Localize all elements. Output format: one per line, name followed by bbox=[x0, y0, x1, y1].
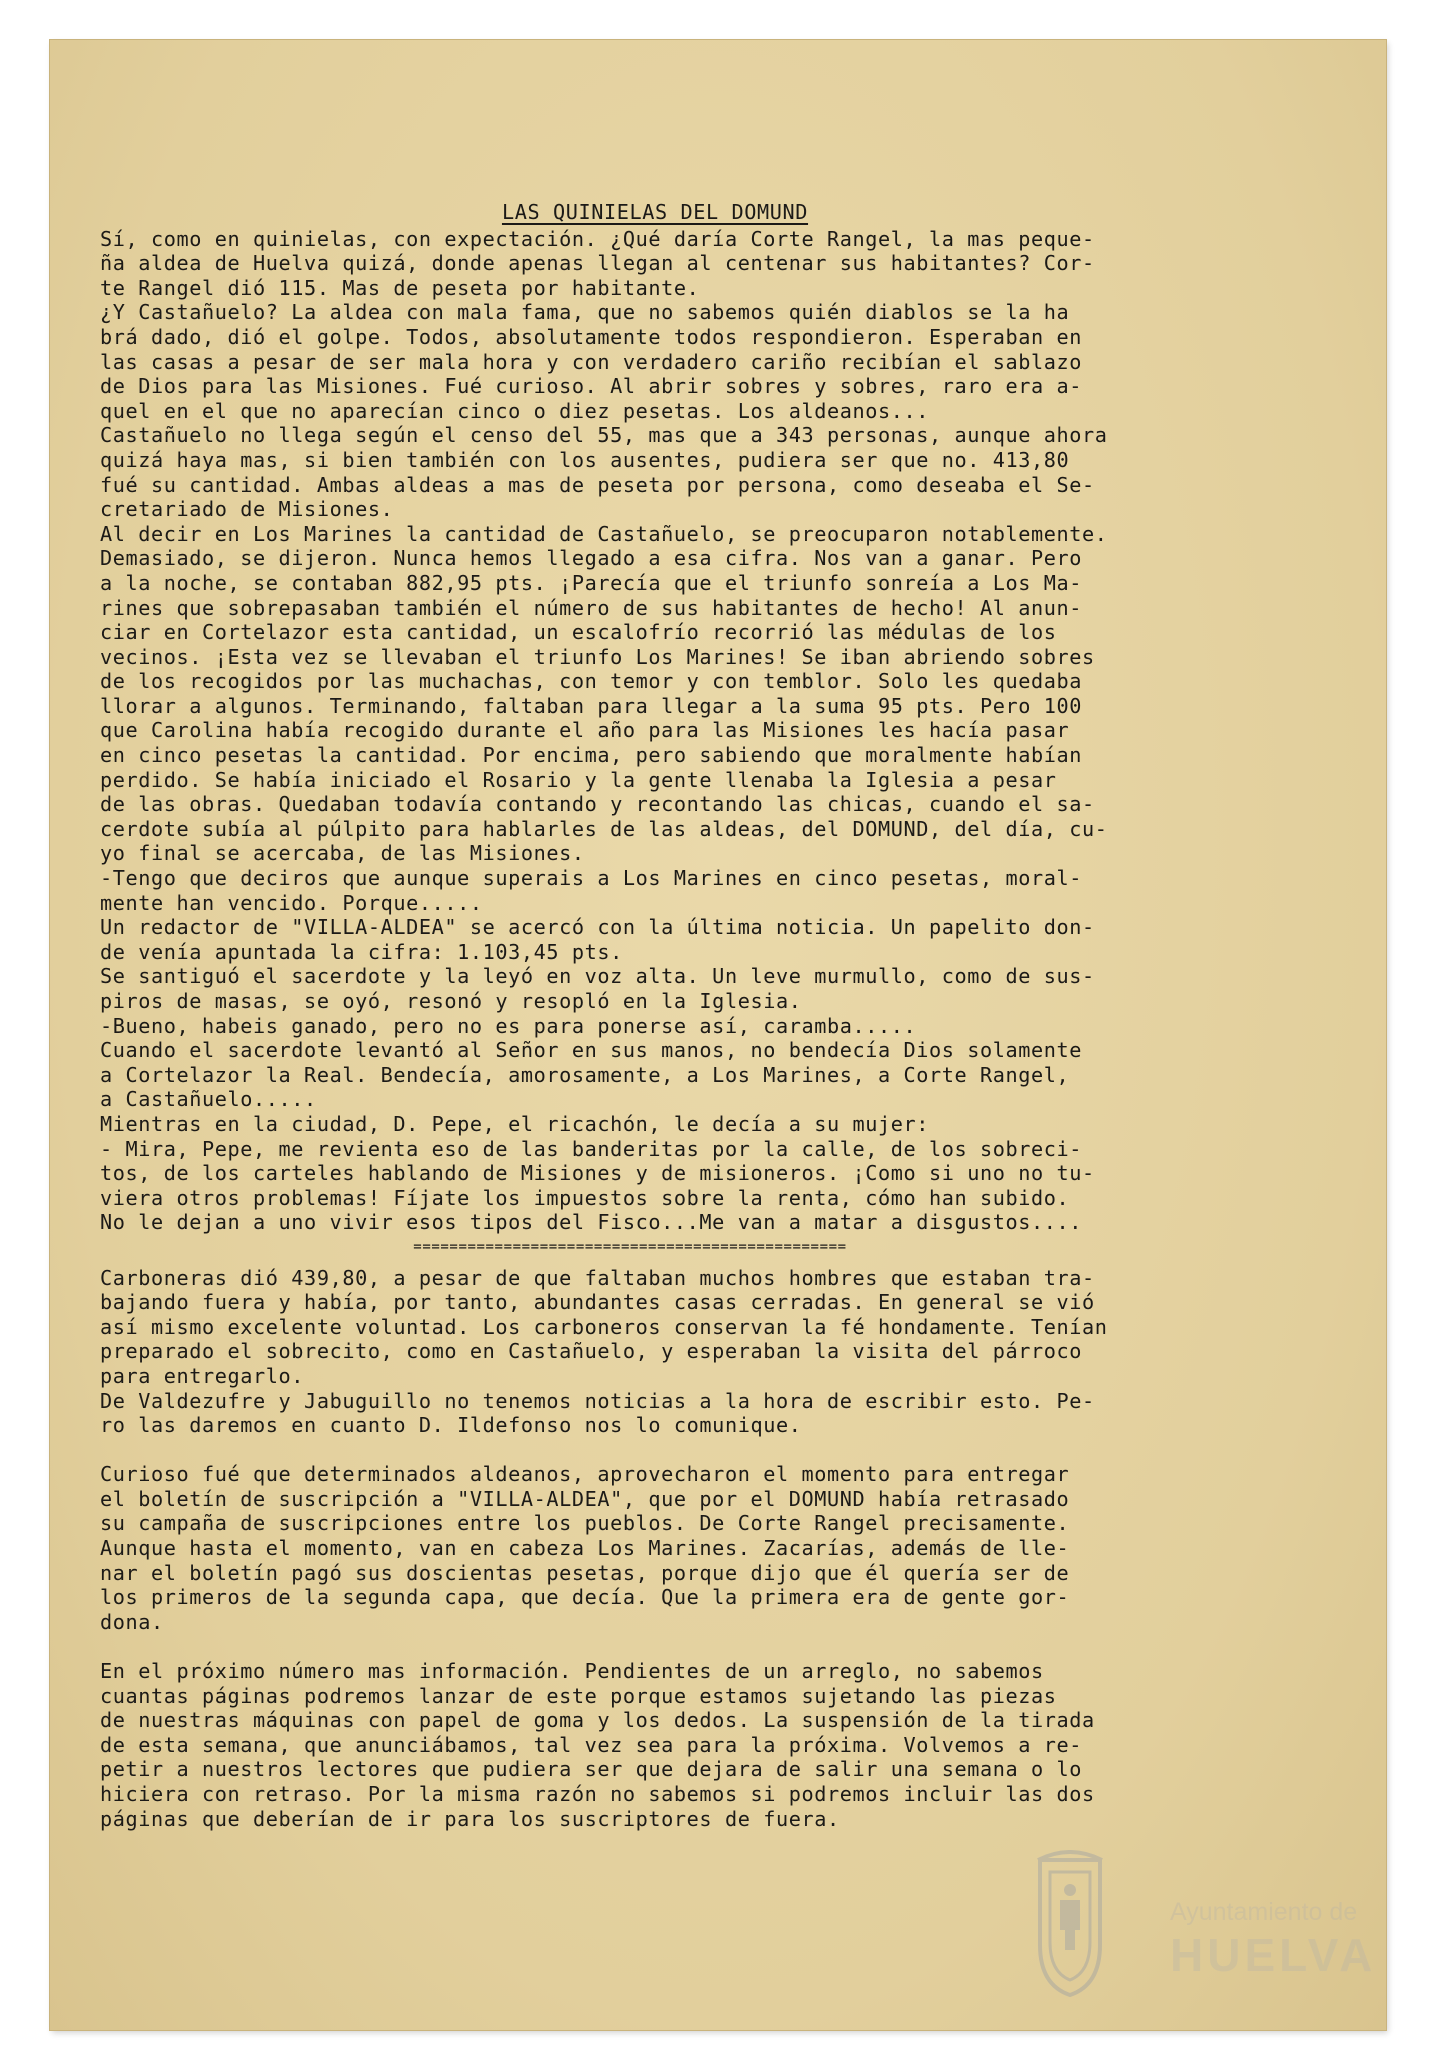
text-line: Cuando el sacerdote levantó al Señor en sus manos, no bendecía Dios solamente bbox=[100, 1038, 1083, 1063]
text-line: de los recogidos por las muchachas, con temor y con temblor. Solo les quedaba bbox=[100, 669, 1083, 694]
text-line: te Rangel dió 115. Mas de peseta por habitante. bbox=[100, 275, 700, 300]
watermark-line-2: HUELVA bbox=[1170, 1929, 1377, 1981]
text-line: nar el boletín pagó sus doscientas pesetas, porque dijo que él quería ser de bbox=[100, 1560, 1070, 1585]
text-line: cretariado de Misiones. bbox=[100, 497, 394, 522]
separator-line: ================================================ bbox=[413, 1238, 847, 1255]
text-line: Curioso fué que determinados aldeanos, aprovecharon el momento para entregar bbox=[100, 1462, 1070, 1487]
text-line: fué su cantidad. Ambas aldeas a mas de peseta por persona, como deseaba el Se- bbox=[100, 472, 1095, 497]
text-line: preparado el sobrecito, como en Castañuelo, y esperaban la visita del párroco bbox=[100, 1339, 1083, 1364]
text-line: ña aldea de Huelva quizá, donde apenas llegan al centenar sus habitantes? Cor- bbox=[100, 251, 1095, 276]
text-line: En el próximo número mas información. Pendientes de un arreglo, no sabemos bbox=[100, 1659, 1044, 1684]
text-line: cuantas páginas podremos lanzar de este porque estamos sujetando las piezas bbox=[100, 1683, 1057, 1708]
text-line: el boletín de suscripción a "VILLA-ALDEA", que por el DOMUND había retrasado bbox=[100, 1486, 1070, 1511]
text-line: bajando fuera y había, por tanto, abundantes casas cerradas. En general se vió bbox=[100, 1290, 1095, 1315]
typed-document bbox=[100, 200, 1300, 1831]
text-line: Mientras en la ciudad, D. Pepe, el ricachón, le decía a su mujer: bbox=[100, 1111, 930, 1136]
text-line: los primeros de la segunda capa, que decía. Que la primera era de gente gor- bbox=[100, 1585, 1070, 1610]
paragraph-block-3 bbox=[100, 1462, 1300, 1634]
text-line: de las obras. Quedaban todavía contando y recontando las chicas, cuando el sa- bbox=[100, 792, 1095, 817]
paragraph-block-4 bbox=[100, 1659, 1300, 1831]
text-line: ¿Y Castañuelo? La aldea con mala fama, que no sabemos quién diablos se la ha bbox=[100, 300, 1070, 325]
text-line: No le dejan a uno vivir esos tipos del Fisco...Me van a matar a disgustos.... bbox=[100, 1210, 1083, 1235]
text-line: petir a nuestros lectores que pudiera ser que dejara de salir una semana o lo bbox=[100, 1757, 1083, 1782]
text-line: para entregarlo. bbox=[100, 1363, 305, 1388]
text-line: Se santiguó el sacerdote y la leyó en voz alta. Un leve murmullo, como de sus- bbox=[100, 964, 1095, 989]
text-line: Demasiado, se dijeron. Nunca hemos llegado a esa cifra. Nos van a ganar. Pero bbox=[100, 546, 1083, 571]
text-line: así mismo excelente voluntad. Los carboneros conservan la fé hondamente. Tenían bbox=[100, 1314, 1108, 1339]
text-line: de nuestras máquinas con papel de goma y los dedos. La suspensión de la tirada bbox=[100, 1708, 1095, 1733]
text-line: mente han vencido. Porque..... bbox=[100, 890, 483, 915]
text-line: hiciera con retraso. Por la misma razón no sabemos si podremos incluir las dos bbox=[100, 1782, 1095, 1806]
text-line: quizá haya mas, si bien también con los ausentes, pudiera ser que no. 413,80 bbox=[100, 447, 1070, 472]
text-line: Aunque hasta el momento, van en cabeza Los Marines. Zacarías, además de lle- bbox=[100, 1536, 1070, 1561]
text-line: Sí, como en quinielas, con expectación. ¿Qué daría Corte Rangel, la mas peque- bbox=[100, 226, 1095, 251]
text-line: vecinos. ¡Esta vez se llevaban el triunfo Los Marines! Se iban abriendo sobres bbox=[100, 644, 1095, 669]
text-line: a Castañuelo..... bbox=[100, 1087, 317, 1112]
text-line: rines que sobrepasaban también el número de sus habitantes de hecho! Al anun- bbox=[100, 595, 1083, 620]
text-line: -Bueno, habeis ganado, pero no es para ponerse así, caramba..... bbox=[100, 1013, 917, 1038]
text-line: que Carolina había recogido durante el año para las Misiones les hacía pasar bbox=[100, 718, 1070, 743]
text-line: a la noche, se contaban 882,95 pts. ¡Parecía que el triunfo sonreía a Los Ma- bbox=[100, 570, 1083, 595]
text-line: piros de masas, se oyó, resonó y resopló en la Iglesia. bbox=[100, 989, 802, 1013]
text-line: ro las daremos en cuanto D. Ildefonso nos lo comunique. bbox=[100, 1413, 802, 1438]
paragraph-block-1 bbox=[100, 227, 1300, 1235]
text-line: brá dado, dió el golpe. Todos, absolutamente todos respondieron. Esperaban en bbox=[100, 324, 1083, 349]
text-line: -Tengo que deciros que aunque superais a Los Marines en cinco pesetas, moral- bbox=[100, 866, 1083, 891]
text-line: De Valdezufre y Jabuguillo no tenemos noticias a la hora de escribir esto. Pe- bbox=[100, 1388, 1095, 1413]
text-line: su campaña de suscripciones entre los pueblos. De Corte Rangel precisamente. bbox=[100, 1511, 1070, 1536]
text-line: de esta semana, que anunciábamos, tal vez sea para la próxima. Volvemos a re- bbox=[100, 1732, 1083, 1757]
spacer bbox=[100, 1634, 1300, 1659]
text-line: quel en el que no aparecían cinco o diez pesetas. Los aldeanos... bbox=[100, 398, 930, 423]
text-line: ciar en Cortelazor esta cantidad, un escalofrío recorrió las médulas de los bbox=[100, 620, 1057, 645]
text-line: de Dios para las Misiones. Fué curioso. Al abrir sobres y sobres, raro era a- bbox=[100, 374, 1083, 399]
spacer bbox=[100, 1438, 1300, 1463]
text-line: tos, de los carteles hablando de Misiones y de misioneros. ¡Como si uno no tu- bbox=[100, 1161, 1095, 1186]
text-line: dona. bbox=[100, 1609, 164, 1634]
text-line: llorar a algunos. Terminando, faltaban para llegar a la suma 95 pts. Pero 100 bbox=[100, 693, 1083, 718]
document-title: LAS QUINIELAS DEL DOMUND bbox=[501, 200, 809, 224]
watermark bbox=[1020, 1850, 1377, 2000]
text-line: páginas que deberían de ir para los suscriptores de fuera. bbox=[100, 1806, 840, 1831]
text-line: de venía apuntada la cifra: 1.103,45 pts. bbox=[100, 939, 623, 964]
text-line: viera otros problemas! Fíjate los impuestos sobre la renta, cómo han subido. bbox=[100, 1185, 1070, 1210]
text-line: a Cortelazor la Real. Bendecía, amorosamente, a Los Marines, a Corte Rangel, bbox=[100, 1062, 1070, 1087]
text-line: en cinco pesetas la cantidad. Por encima, pero sabiendo que moralmente habían bbox=[100, 743, 1083, 768]
text-line: - Mira, Pepe, me revienta eso de las banderitas por la calle, de los sobreci- bbox=[100, 1136, 1083, 1161]
text-line: cerdote subía al púlpito para hablarles de las aldeas, del DOMUND, del día, cu- bbox=[100, 816, 1108, 841]
text-line: Carboneras dió 439,80, a pesar de que faltaban muchos hombres que estaban tra- bbox=[100, 1265, 1095, 1290]
text-line: Castañuelo no llega según el censo del 55, mas que a 343 personas, aunque ahora bbox=[100, 423, 1108, 448]
text-line: Un redactor de "VILLA-ALDEA" se acercó con la última noticia. Un papelito don- bbox=[100, 915, 1095, 940]
text-line: perdido. Se había iniciado el Rosario y la gente llenaba la Iglesia a pesar bbox=[100, 767, 1057, 792]
paragraph-block-2 bbox=[100, 1266, 1300, 1438]
text-line: Al decir en Los Marines la cantidad de Castañuelo, se preocuparon notablemente. bbox=[100, 521, 1108, 546]
text-line: las casas a pesar de ser mala hora y con verdadero cariño recibían el sablazo bbox=[100, 349, 1083, 374]
watermark-line-1: Ayuntamiento de bbox=[1170, 1898, 1358, 1926]
text-line: yo final se acercaba, de las Misiones. bbox=[100, 841, 585, 866]
coat-of-arms-icon bbox=[1020, 1850, 1120, 2000]
